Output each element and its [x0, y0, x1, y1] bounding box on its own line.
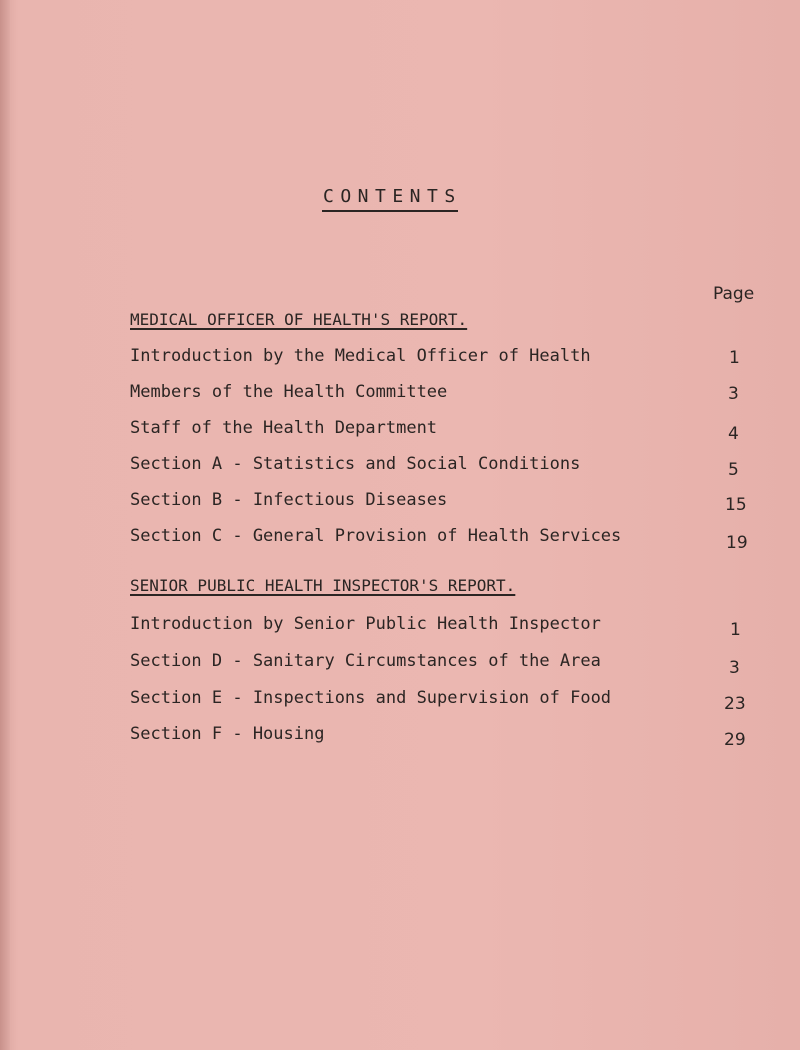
page-column-label: Page — [713, 284, 755, 304]
toc-entry: Section A - Statistics and Social Conditions — [130, 454, 581, 474]
toc-entry: Section E - Inspections and Supervision of Food — [130, 688, 612, 708]
page-edge-shadow — [0, 0, 10, 1050]
toc-page-number: 19 — [726, 533, 748, 553]
toc-page-number: 15 — [725, 495, 747, 515]
toc-entry: Section C - General Provision of Health Services — [130, 526, 622, 546]
toc-entry: Introduction by Senior Public Health Inspector — [130, 614, 601, 634]
toc-entry: Section F - Housing — [130, 724, 325, 744]
toc-page-number: 1 — [730, 620, 741, 640]
section-heading-medical-officer: MEDICAL OFFICER OF HEALTH'S REPORT. — [130, 310, 468, 329]
toc-entry: Members of the Health Committee — [130, 382, 448, 402]
toc-page-number: 23 — [724, 694, 746, 714]
title-underline — [322, 210, 458, 212]
section-heading-public-health-inspector: SENIOR PUBLIC HEALTH INSPECTOR'S REPORT. — [130, 576, 516, 595]
toc-entry: Staff of the Health Department — [130, 418, 438, 438]
toc-page-number: 3 — [728, 384, 739, 404]
toc-page-number: 1 — [729, 348, 740, 368]
toc-entry: Section B - Infectious Diseases — [130, 490, 448, 510]
toc-page-number: 29 — [724, 730, 746, 750]
contents-title: CONTENTS — [323, 186, 462, 207]
toc-page-number: 4 — [728, 424, 739, 444]
toc-entry: Introduction by the Medical Officer of Health — [130, 346, 591, 366]
toc-page-number: 5 — [728, 460, 739, 480]
toc-page-number: 3 — [729, 658, 740, 678]
toc-entry: Section D - Sanitary Circumstances of the Area — [130, 651, 601, 671]
